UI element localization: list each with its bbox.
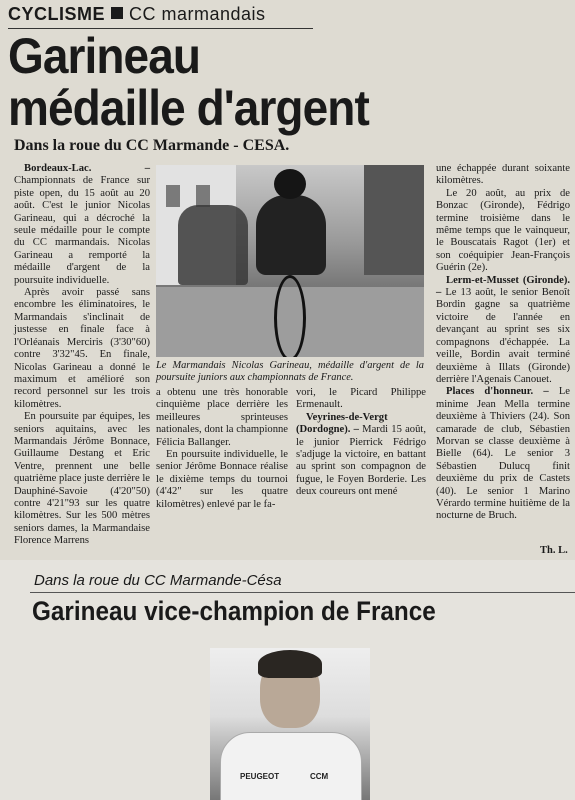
paragraph-text: Le 20 août, au prix de Bonzac (Gironde), Fédrigo termine troisième dans le même temps que le vainqueur, le Bouscatais Ragot (1er) et son coéquipier Jean-François Guérin (2e). <box>436 187 570 274</box>
article-column-2 <box>156 387 288 511</box>
jersey-logo-peugeot: PEUGEOT <box>240 772 280 781</box>
headline-line-1: Garineau <box>8 28 201 84</box>
headline <box>8 30 431 134</box>
paragraph-text: Le 13 août, le senior Benoît Bordin gagne sa quatrième victoire de l'année en devançant au sprint ses six compagnons d'échappée. La veille, Bordin avait terminé deuxième à Illats (Gironde) derrière l'Agenais Canouet. <box>436 287 570 385</box>
portrait-photo <box>210 648 370 800</box>
author-signature: Th. L. <box>540 545 568 556</box>
paragraph-lead: Lerm-et-Musset (Gironde). – <box>436 274 570 299</box>
photo-window <box>196 185 210 207</box>
article-column-1 <box>14 163 150 548</box>
headline-line-2: médaille d'argent <box>8 80 369 136</box>
paragraph-lead: Veyrines-de-Vergt (Dordogne). – <box>296 411 388 436</box>
photo-trees <box>364 165 424 275</box>
paragraph-text: Championnats de France sur piste open, du 15 août au 20 août. C'est le junior Nicolas Garineau, qui a décroché la seule médaille pour le compte du CC marmandais. Nicolas Garineau a remporté la médaille d'argent de la poursuite individuelle. <box>14 175 150 286</box>
kicker-rule <box>30 592 575 593</box>
photo-window <box>166 185 180 207</box>
paragraph <box>14 163 150 287</box>
paragraph <box>156 449 288 511</box>
photo-rider <box>256 195 326 275</box>
paragraph-text: Après avoir passé sans encombre les éliminatoires, le Marmandais s'inclinait de justesse en finale face à l'Orléanais Merciris (3'30"60) contre 3'32"45. En finale, Nicolas Garineau a donné le maximum et amélioré son record personnel sur les trois kilomètres. <box>14 287 150 410</box>
paragraph-lead: Places d'honneur. – <box>446 386 549 398</box>
square-bullet-icon <box>111 7 123 19</box>
article-2-title: Garineau vice-champion de France <box>32 596 436 626</box>
paragraph <box>14 411 150 547</box>
paragraph-text: une échappée durant soixante kilomètres. <box>436 163 570 187</box>
paragraph-text: a obtenu une très honorable cinquième place derrière les meilleures sprinteuses nationales, dont la championne Félicia Ballanger. <box>156 387 288 448</box>
paragraph <box>436 386 570 522</box>
paragraph-lead: Bordeaux-Lac. – <box>24 163 150 174</box>
deck: Dans la roue du CC Marmande - CESA. <box>14 137 290 154</box>
paragraph-text: vori, le Picard Philippe Ermenault. <box>296 387 426 411</box>
photo-spectators <box>178 205 248 285</box>
paragraph <box>436 163 570 188</box>
photo-rider-helmet <box>274 169 306 199</box>
paragraph-text: Mardi 15 août, le junior Pierrick Fédrigo s'adjuge la victoire, en battant au sprint son compagnon de fugue, le Foyen Borderie. Les deux coureurs ont mené <box>296 424 426 498</box>
photo-bike-wheel <box>274 275 306 357</box>
kicker: Dans la roue du CC Marmande-Césa <box>34 572 282 589</box>
paragraph <box>436 275 570 387</box>
rubric-sub-label: CC marmandais <box>129 4 266 24</box>
jersey-logo-ccm: CCM <box>310 772 329 781</box>
paragraph <box>14 287 150 411</box>
paragraph <box>296 387 426 412</box>
portrait-jersey <box>220 732 362 800</box>
paragraph <box>436 188 570 275</box>
article-column-3 <box>296 387 426 499</box>
paragraph-text: Le minime Jean Mella termine deuxième à Thiviers (24). Son camarade de club, Sébastien Morvan se classe deuxième à Bielle (64). Le senior 3 Sébastien Dulucq finit deuxième du prix de Castets (40). Le senior 1 Marino Vérardo termine huitième de la nocturne de Bruch. <box>436 386 570 522</box>
rubric-label: CYCLISME <box>8 4 106 24</box>
paragraph-text: En poursuite individuelle, le senior Jérôme Bonnace réalise le dixième temps du tournoi (4'42" sur les quatre kilomètres) enlevé par le fa- <box>156 449 288 510</box>
cyclist-photo <box>156 165 424 357</box>
article-column-4 <box>436 163 570 523</box>
section-rubric <box>8 4 266 25</box>
paragraph <box>296 412 426 499</box>
photo-caption: Le Marmandais Nicolas Garineau, médaille d'argent de la poursuite juniors aux championnats de France. <box>156 360 424 383</box>
paragraph <box>156 387 288 449</box>
portrait-hair <box>258 650 322 678</box>
paragraph-text: En poursuite par équipes, les seniors aquitains, avec les Marmandais Jérôme Bonnace, Guillaume Destang et Eric Ventre, prennent une belle quatrième place juste derrière le Dauphiné-Savoie (4'20"50) contre 4'21"93 sur les quatre kilomètres. Sur les 500 mètres seniors dames, la Marmandaise Florence Marrens <box>14 411 150 547</box>
